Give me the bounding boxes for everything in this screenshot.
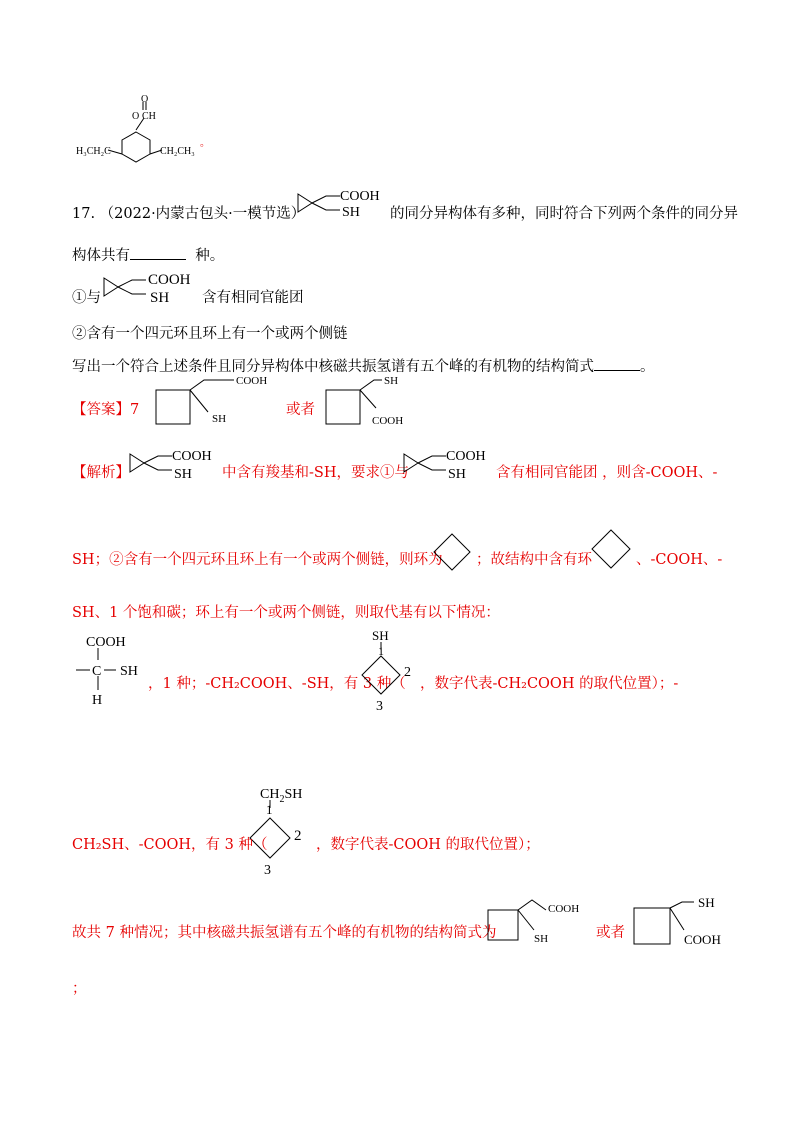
label-cooh: COOH [236, 375, 268, 387]
answer-structure-2 [320, 372, 440, 432]
analysis-p5-a: CH₂SH、-COOH，有 3 种（ [72, 837, 268, 853]
analysis-p7: ； [72, 981, 87, 997]
ester-o: O [132, 111, 140, 122]
line2-prefix: 构体共有 [72, 248, 130, 264]
analysis-p3: SH、1 个饱和碳；环上有一个或两个侧链，则取代基有以下情况： [72, 605, 500, 621]
final-structure-1 [484, 896, 594, 956]
condition-1-suffix: 含有相同官能团 [202, 290, 304, 306]
label-cooh: COOH [340, 189, 380, 204]
label-cooh: COOH [372, 415, 404, 427]
label-cooh: COOH [446, 449, 486, 464]
answer-or: 或者 [286, 402, 315, 418]
label-cooh: COOH [548, 903, 580, 915]
position-3: 3 [376, 699, 383, 714]
label-h: H [92, 693, 103, 708]
label-c: C [92, 664, 102, 679]
aryl-formate-structure [70, 92, 220, 172]
label-cooh: COOH [172, 449, 212, 464]
carbonyl-o: O [141, 94, 149, 105]
position-2: 2 [294, 828, 302, 844]
answer-label: 【答案】7 [72, 402, 140, 418]
analysis-label: 【解析】 [72, 465, 130, 481]
label-sh: SH [150, 290, 170, 306]
condition-1-prefix: ①与 [72, 290, 101, 306]
cyclobutane-sh-numbered [360, 626, 420, 714]
analysis-p1-a: 中含有羧基和-SH，要求①与 [222, 465, 409, 481]
ring-diamond-1 [430, 530, 474, 574]
analysis-p2-b: ；故结构中含有环 [476, 552, 592, 568]
cyclobutane-ch2sh-numbered [244, 784, 334, 880]
position-1: 1 [378, 644, 384, 658]
ester-ch: CH [142, 111, 156, 122]
line2-suffix: 种。 [195, 248, 225, 264]
prompt-end: 。 [640, 359, 655, 375]
analysis-p4-b: ，数字代表-CH₂COOH 的取代位置）；- [420, 676, 679, 692]
label-sh: SH [212, 413, 227, 425]
ring-diamond-2 [588, 526, 634, 572]
label-cooh: COOH [148, 272, 191, 288]
cyclopropane-cooh-sh-structure [296, 186, 396, 226]
label-sh: SH [174, 467, 192, 482]
label-sh: SH [448, 467, 466, 482]
question-text-line1: 的同分异构体有多种，同时符合下列两个条件的同分异 [390, 206, 738, 222]
label-sh: SH [120, 664, 138, 679]
analysis-p2-c: 、-COOH、- [636, 552, 723, 568]
label-cooh: COOH [86, 635, 126, 650]
analysis-p5-b: ，数字代表-COOH 的取代位置）； [316, 837, 540, 853]
right-ethyl: CH₂CH₃ [160, 146, 195, 157]
question-source: 17. （2022·内蒙古包头·一模节选） [72, 206, 306, 222]
analysis-p6-or: 或者 [596, 925, 625, 941]
position-3: 3 [264, 863, 271, 878]
condition-2: ②含有一个四元环且环上有一个或两个侧链 [72, 326, 348, 342]
analysis-p2-a: SH；②含有一个四元环且环上有一个或两个侧链，则环为 [72, 552, 443, 568]
label-sh: SH [534, 933, 549, 945]
label-sh: SH [342, 205, 360, 220]
end-mark: 。 [200, 138, 210, 149]
label-cooh: COOH [684, 932, 721, 947]
position-1: 1 [266, 802, 273, 817]
left-ethyl: H₃CH₂C [76, 146, 111, 157]
label-sh: SH [372, 628, 389, 643]
label-ch2sh: $CH_2SH$ [260, 787, 303, 805]
question-text-line2 [72, 244, 224, 265]
answer-blank [130, 247, 186, 260]
cond1-structure [102, 270, 212, 310]
analysis-p1-b: 含有相同官能团 ，则含-COOH、- [496, 465, 718, 481]
analysis-structure-b [402, 446, 502, 486]
analysis-structure-a [128, 446, 228, 486]
answer-structure-1 [150, 372, 270, 432]
label-sh: SH [384, 375, 399, 387]
analysis-p4-a: ，1 种；-CH₂COOH、-SH，有 3 种（ [148, 676, 406, 692]
final-structure-2 [630, 894, 740, 954]
analysis-p6: 故共 7 种情况；其中核磁共振氢谱有五个峰的有机物的结构简式为 [72, 925, 497, 941]
position-2: 2 [404, 665, 411, 680]
prompt-text: 写出一个符合上述条件且同分异构体中核磁共振氢谱有五个峰的有机物的结构简式 [72, 359, 594, 375]
label-sh: SH [698, 895, 715, 910]
answer-blank-2 [594, 358, 640, 371]
